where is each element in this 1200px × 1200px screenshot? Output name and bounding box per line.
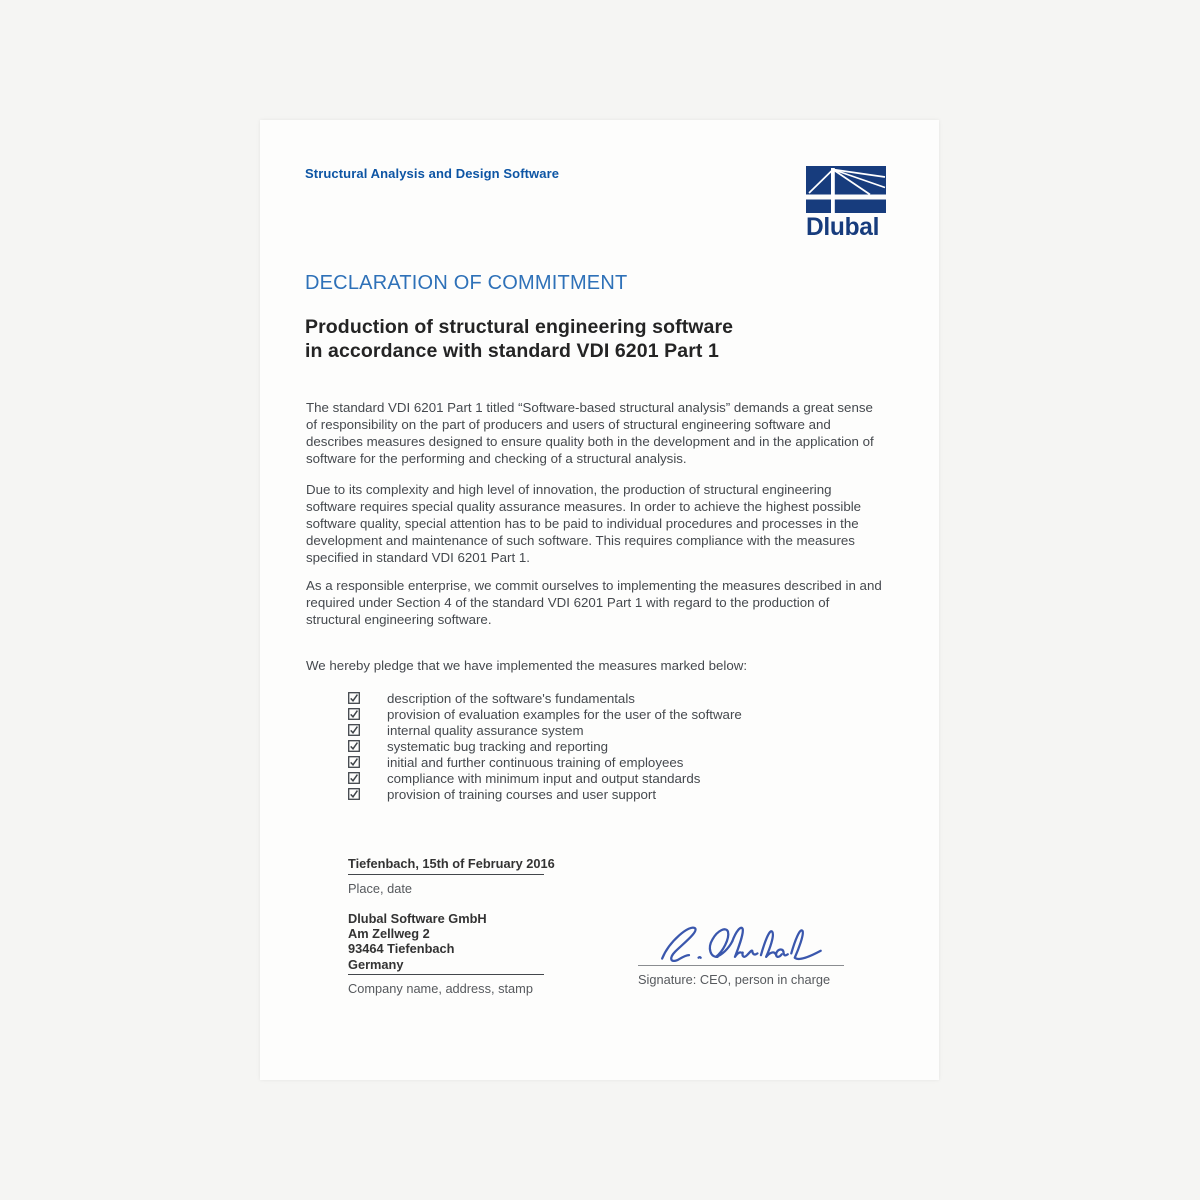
checkbox-checked-icon — [348, 788, 360, 800]
handwritten-signature — [646, 917, 836, 969]
signature-caption: Signature: CEO, person in charge — [638, 972, 831, 987]
place-date-block — [348, 856, 555, 896]
checkbox-checked-icon — [348, 692, 360, 704]
checkbox-checked-icon — [348, 756, 360, 768]
checklist-item-label: initial and further continuous training of employees — [387, 754, 684, 770]
checkbox-checked-icon — [348, 708, 360, 720]
company-name: Dlubal Software GmbH — [348, 911, 487, 926]
document-title-line2: in accordance with standard VDI 6201 Part 1 — [305, 339, 719, 362]
dlubal-logo — [806, 166, 886, 240]
paragraph-quality-measures: Due to its complexity and high level of innovation, the production of structural engineering software requires special quality assurance measures. In order to achieve the highest possible software quality, special attention has to be paid to individual procedures and processes in the development and maintenance of such software. This requires compliance with the measures specified in standard VDI 6201 Part 1. — [306, 482, 862, 565]
company-block — [348, 911, 544, 996]
checklist-item-label: provision of training courses and user support — [387, 786, 657, 802]
logo-wordmark: Dlubal — [806, 213, 880, 241]
checklist-item — [348, 690, 742, 706]
checklist-item — [348, 770, 742, 786]
signature-block — [638, 911, 844, 987]
checklist-item — [348, 754, 742, 770]
checkbox-checked-icon — [348, 740, 360, 752]
header-tagline: Structural Analysis and Design Software — [305, 166, 560, 181]
pledge-line: We hereby pledge that we have implemented the measures marked below: — [306, 658, 748, 673]
signature-line — [638, 911, 844, 966]
checklist-item — [348, 706, 742, 722]
place-date-value: Tiefenbach, 15th of February 2016 — [348, 856, 544, 875]
company-country: Germany — [348, 956, 404, 972]
checklist-item-label: description of the software's fundamentals — [387, 690, 635, 706]
checklist-item — [348, 722, 742, 738]
checklist-item-label: systematic bug tracking and reporting — [387, 738, 608, 754]
checklist-item-label: internal quality assurance system — [387, 722, 584, 738]
company-address — [348, 911, 544, 975]
checklist-item-label: provision of evaluation examples for the user of the software — [387, 706, 742, 722]
paragraph-standard-intro: The standard VDI 6201 Part 1 titled “Software-based structural analysis” demands a great sense of responsibility on the part of producers and users of structural engineering software and describes measures designed to ensure quality both in the development and in the application of software for the performing and checking of a structural analysis. — [306, 400, 874, 466]
checkbox-checked-icon — [348, 724, 360, 736]
document-kicker: DECLARATION OF COMMITMENT — [305, 272, 628, 294]
document-title — [305, 316, 733, 363]
company-caption: Company name, address, stamp — [348, 980, 533, 996]
checklist-item — [348, 786, 742, 802]
company-street: Am Zellweg 2 — [348, 926, 430, 942]
checkbox-checked-icon — [348, 772, 360, 784]
paragraph-commitment: As a responsible enterprise, we commit ourselves to implementing the measures described in and required under Section 4 of the standard VDI 6201 Part 1 with regard to the production of structural engineering software. — [306, 578, 882, 627]
bridge-logo-icon — [806, 166, 886, 213]
document-title-line1: Production of structural engineering software — [305, 316, 734, 338]
document-page — [260, 120, 939, 1080]
checklist-item — [348, 738, 742, 754]
measures-checklist — [348, 690, 742, 802]
place-date-caption: Place, date — [348, 881, 413, 896]
checklist-item-label: compliance with minimum input and output standards — [387, 770, 701, 786]
company-city: 93464 Tiefenbach — [348, 941, 455, 957]
